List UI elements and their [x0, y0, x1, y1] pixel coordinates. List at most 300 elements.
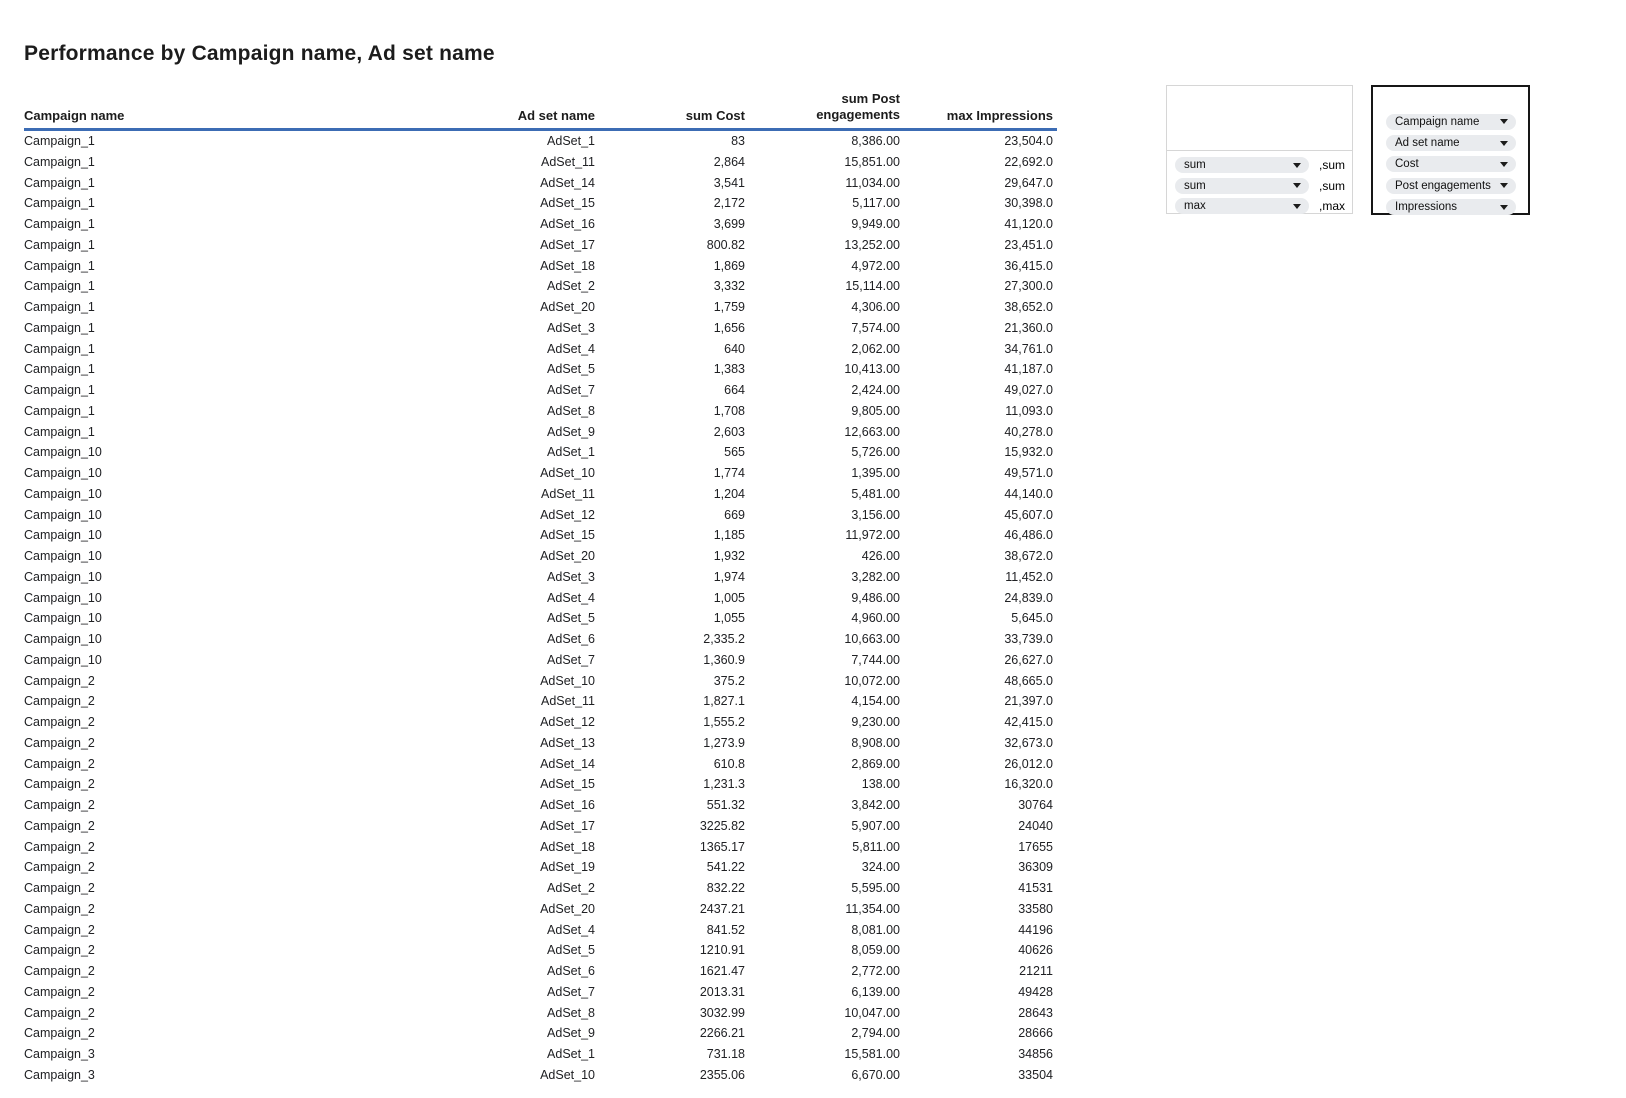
- cell-campaign-name: Campaign_1: [24, 424, 95, 439]
- cell-sum-post-engagements: 4,960.00: [851, 611, 900, 626]
- cell-sum-cost: 1,932: [713, 549, 745, 563]
- aggregation-suffix-post-engagements: ,sum: [1319, 178, 1346, 193]
- aggregation-dropdown-post-engagements-value: sum: [1184, 179, 1206, 192]
- cell-sum-cost: 3225.82: [699, 818, 745, 833]
- cell-campaign-name: Campaign_10: [24, 632, 102, 646]
- cell-sum-cost: 2,335.2: [703, 632, 745, 646]
- cell-campaign-name: Campaign_10: [24, 528, 102, 543]
- cell-campaign-name: Campaign_10: [24, 569, 102, 584]
- cell-sum-post-engagements: 15,851.00: [844, 154, 900, 169]
- cell-ad-set-name: AdSet_16: [540, 798, 595, 812]
- cell-max-impressions: 28643: [1018, 1005, 1053, 1020]
- cell-campaign-name: Campaign_2: [24, 735, 95, 750]
- cell-campaign-name: Campaign_2: [24, 860, 95, 875]
- cell-max-impressions: 34856: [1018, 1047, 1053, 1061]
- cell-sum-cost: 841.52: [706, 922, 745, 937]
- chevron-down-icon: [1293, 204, 1301, 209]
- cell-ad-set-name: AdSet_15: [540, 777, 595, 792]
- cell-sum-post-engagements: 426.00: [861, 549, 900, 563]
- cell-sum-cost: 2,864: [713, 154, 745, 169]
- chevron-down-icon: [1500, 162, 1508, 167]
- cell-ad-set-name: AdSet_9: [547, 1026, 595, 1041]
- column-header-sum-cost[interactable]: sum Cost: [595, 80, 745, 130]
- field-dropdown-impressions[interactable]: [1386, 199, 1516, 215]
- cell-sum-post-engagements: 10,413.00: [844, 362, 900, 377]
- cell-ad-set-name: AdSet_8: [547, 1005, 595, 1020]
- cell-sum-post-engagements: 11,354.00: [845, 901, 900, 916]
- cell-sum-post-engagements: 10,663.00: [844, 632, 900, 646]
- cell-sum-cost: 1,005: [713, 590, 745, 605]
- cell-sum-post-engagements: 8,081.00: [851, 922, 900, 937]
- cell-campaign-name: Campaign_10: [24, 549, 102, 563]
- aggregation-row: [1175, 176, 1352, 197]
- cell-campaign-name: Campaign_1: [24, 403, 95, 418]
- cell-sum-post-engagements: 8,059.00: [851, 943, 900, 958]
- cell-sum-post-engagements: 2,424.00: [851, 383, 900, 397]
- field-row: [1386, 175, 1516, 196]
- cell-sum-post-engagements: 5,481.00: [851, 486, 900, 501]
- cell-ad-set-name: AdSet_6: [547, 632, 595, 646]
- cell-ad-set-name: AdSet_11: [541, 694, 595, 709]
- table-row: [24, 588, 1057, 609]
- cell-max-impressions: 38,652.0: [1004, 300, 1053, 314]
- cell-sum-post-engagements: 4,972.00: [851, 258, 900, 273]
- cell-max-impressions: 16,320.0: [1004, 777, 1053, 792]
- cell-sum-post-engagements: 1,395.00: [851, 466, 900, 480]
- cell-sum-post-engagements: 8,386.00: [851, 134, 900, 148]
- aggregation-suffix-impressions: ,max: [1319, 199, 1346, 214]
- table-row: [24, 1023, 1057, 1044]
- cell-sum-cost: 2,603: [713, 424, 745, 439]
- cell-sum-cost: 565: [724, 445, 745, 460]
- cell-campaign-name: Campaign_2: [24, 818, 95, 833]
- cell-sum-cost: 3,699: [713, 217, 745, 231]
- cell-ad-set-name: AdSet_14: [540, 756, 595, 771]
- table-row: [24, 795, 1057, 816]
- cell-max-impressions: 24,839.0: [1004, 590, 1053, 605]
- cell-max-impressions: 15,932.0: [1004, 445, 1053, 460]
- cell-campaign-name: Campaign_10: [24, 486, 102, 501]
- cell-max-impressions: 44196: [1018, 922, 1053, 937]
- table-row: [24, 546, 1057, 567]
- cell-max-impressions: 23,451.0: [1004, 237, 1053, 252]
- cell-max-impressions: 21,360.0: [1004, 320, 1053, 335]
- cell-campaign-name: Campaign_3: [24, 1067, 95, 1082]
- cell-ad-set-name: AdSet_10: [540, 1067, 595, 1082]
- table-row: [24, 816, 1057, 837]
- cell-sum-post-engagements: 9,805.00: [851, 403, 900, 418]
- cell-max-impressions: 33,739.0: [1004, 632, 1053, 646]
- cell-max-impressions: 41531: [1018, 881, 1053, 895]
- table-row: [24, 318, 1057, 339]
- cell-sum-cost: 1,869: [713, 258, 745, 273]
- cell-campaign-name: Campaign_2: [24, 964, 95, 978]
- cell-sum-cost: 1,383: [713, 362, 745, 377]
- cell-ad-set-name: AdSet_10: [540, 673, 595, 688]
- table-row: [24, 567, 1057, 588]
- cell-ad-set-name: AdSet_5: [547, 943, 595, 958]
- column-header-max-impressions[interactable]: max Impressions: [900, 80, 1057, 130]
- cell-ad-set-name: AdSet_1: [547, 1047, 595, 1061]
- cell-ad-set-name: AdSet_2: [547, 881, 595, 895]
- chevron-down-icon: [1500, 141, 1508, 146]
- cell-sum-cost: 1621.47: [699, 964, 745, 978]
- cell-sum-cost: 640: [724, 341, 745, 356]
- cell-max-impressions: 5,645.0: [1011, 611, 1053, 626]
- cell-campaign-name: Campaign_1: [24, 320, 95, 335]
- cell-sum-cost: 731.18: [706, 1047, 745, 1061]
- aggregation-panel-empty-area: [1167, 86, 1352, 151]
- cell-ad-set-name: AdSet_12: [540, 715, 595, 729]
- cell-max-impressions: 48,665.0: [1004, 673, 1053, 688]
- table-row: [24, 712, 1057, 733]
- table-row: [24, 193, 1057, 214]
- cell-campaign-name: Campaign_2: [24, 694, 95, 709]
- table-row: [24, 691, 1057, 712]
- chevron-down-icon: [1500, 183, 1508, 188]
- field-dropdown-campaign-name[interactable]: [1386, 114, 1516, 130]
- cell-max-impressions: 21211: [1019, 964, 1053, 978]
- cell-ad-set-name: AdSet_3: [547, 320, 595, 335]
- cell-sum-cost: 1,185: [713, 528, 745, 543]
- cell-sum-post-engagements: 10,047.00: [844, 1005, 900, 1020]
- cell-ad-set-name: AdSet_5: [547, 611, 595, 626]
- cell-ad-set-name: AdSet_1: [547, 445, 595, 460]
- cell-ad-set-name: AdSet_7: [547, 652, 595, 667]
- cell-ad-set-name: AdSet_11: [541, 486, 595, 501]
- cell-campaign-name: Campaign_2: [24, 777, 95, 792]
- cell-sum-post-engagements: 3,156.00: [851, 507, 900, 522]
- table-row: [24, 235, 1057, 256]
- table-row: [24, 214, 1057, 235]
- table-row: [24, 359, 1057, 380]
- aggregation-dropdown-impressions-value: max: [1184, 200, 1206, 213]
- cell-max-impressions: 11,093.0: [1005, 403, 1053, 418]
- cell-campaign-name: Campaign_2: [24, 839, 95, 854]
- aggregation-row: [1175, 155, 1352, 176]
- cell-sum-post-engagements: 3,282.00: [851, 569, 900, 584]
- performance-table: [24, 80, 1057, 1086]
- cell-max-impressions: 42,415.0: [1004, 715, 1053, 729]
- cell-sum-cost: 1,360.9: [703, 652, 745, 667]
- column-header-sum-post-engagements-label: sum Post engagements: [816, 90, 900, 122]
- field-row: [1386, 154, 1516, 175]
- field-dropdown-campaign-name-value: Campaign name: [1395, 115, 1480, 128]
- aggregation-dropdown-cost-value: sum: [1184, 159, 1206, 172]
- cell-sum-cost: 1365.17: [699, 839, 745, 854]
- table-row: [24, 899, 1057, 920]
- aggregation-dropdown-post-engagements[interactable]: [1175, 178, 1309, 194]
- cell-max-impressions: 24040: [1018, 818, 1053, 833]
- cell-max-impressions: 40,278.0: [1004, 424, 1053, 439]
- cell-ad-set-name: AdSet_20: [540, 300, 595, 314]
- table-row: [24, 1003, 1057, 1024]
- cell-campaign-name: Campaign_2: [24, 756, 95, 771]
- cell-ad-set-name: AdSet_19: [540, 860, 595, 875]
- cell-sum-post-engagements: 4,154.00: [851, 694, 900, 709]
- cell-campaign-name: Campaign_2: [24, 1005, 95, 1020]
- cell-max-impressions: 26,012.0: [1004, 756, 1053, 771]
- table-row: [24, 650, 1057, 671]
- cell-campaign-name: Campaign_10: [24, 466, 102, 480]
- cell-sum-post-engagements: 7,744.00: [851, 652, 900, 667]
- table-row: [24, 525, 1057, 546]
- table-row: [24, 130, 1057, 152]
- cell-max-impressions: 41,120.0: [1004, 217, 1053, 231]
- table-row: [24, 940, 1057, 961]
- cell-max-impressions: 32,673.0: [1004, 735, 1053, 750]
- cell-campaign-name: Campaign_10: [24, 611, 102, 626]
- cell-sum-post-engagements: 15,581.00: [844, 1047, 900, 1061]
- cell-sum-post-engagements: 6,139.00: [851, 984, 900, 999]
- cell-sum-post-engagements: 8,908.00: [851, 735, 900, 750]
- cell-ad-set-name: AdSet_3: [547, 569, 595, 584]
- cell-sum-post-engagements: 13,252.00: [844, 237, 900, 252]
- cell-ad-set-name: AdSet_6: [547, 964, 595, 978]
- cell-sum-post-engagements: 2,869.00: [851, 756, 900, 771]
- table-row: [24, 173, 1057, 194]
- cell-sum-post-engagements: 10,072.00: [844, 673, 900, 688]
- cell-sum-post-engagements: 15,114.00: [845, 279, 900, 294]
- cell-ad-set-name: AdSet_18: [540, 258, 595, 273]
- cell-sum-cost: 1,204: [713, 486, 745, 501]
- cell-sum-post-engagements: 9,486.00: [851, 590, 900, 605]
- aggregation-panel: [1166, 85, 1353, 214]
- cell-sum-cost: 551.32: [706, 798, 745, 812]
- cell-ad-set-name: AdSet_1: [547, 134, 595, 148]
- cell-max-impressions: 30,398.0: [1004, 196, 1053, 211]
- table-header-row: [24, 80, 1057, 130]
- cell-sum-post-engagements: 11,972.00: [845, 528, 900, 543]
- cell-campaign-name: Campaign_1: [24, 237, 95, 252]
- cell-sum-post-engagements: 138.00: [861, 777, 900, 792]
- aggregation-dropdown-impressions[interactable]: [1175, 198, 1309, 214]
- table-row: [24, 857, 1057, 878]
- cell-sum-cost: 3,332: [713, 279, 745, 294]
- chevron-down-icon: [1293, 183, 1301, 188]
- table-row: [24, 774, 1057, 795]
- cell-campaign-name: Campaign_10: [24, 445, 102, 460]
- field-dropdown-ad-set-name[interactable]: [1386, 135, 1516, 151]
- cell-campaign-name: Campaign_3: [24, 1047, 95, 1061]
- cell-campaign-name: Campaign_10: [24, 507, 102, 522]
- cell-sum-cost: 1,759: [713, 300, 745, 314]
- cell-sum-post-engagements: 9,949.00: [851, 217, 900, 231]
- cell-campaign-name: Campaign_1: [24, 341, 95, 356]
- cell-max-impressions: 49,571.0: [1004, 466, 1053, 480]
- cell-max-impressions: 45,607.0: [1004, 507, 1053, 522]
- cell-ad-set-name: AdSet_4: [547, 590, 595, 605]
- cell-max-impressions: 34,761.0: [1004, 341, 1053, 356]
- cell-max-impressions: 29,647.0: [1004, 175, 1053, 190]
- cell-max-impressions: 36,415.0: [1004, 258, 1053, 273]
- cell-sum-cost: 1,827.1: [703, 694, 745, 709]
- cell-campaign-name: Campaign_10: [24, 652, 102, 667]
- page-title: Performance by Campaign name, Ad set name: [24, 42, 495, 65]
- cell-sum-cost: 2437.21: [699, 901, 745, 916]
- cell-sum-post-engagements: 4,306.00: [851, 300, 900, 314]
- cell-max-impressions: 33580: [1018, 901, 1053, 916]
- cell-ad-set-name: AdSet_11: [541, 154, 595, 169]
- cell-ad-set-name: AdSet_16: [540, 217, 595, 231]
- cell-sum-post-engagements: 5,726.00: [851, 445, 900, 460]
- cell-sum-cost: 664: [724, 383, 745, 397]
- table-row: [24, 671, 1057, 692]
- cell-ad-set-name: AdSet_13: [540, 735, 595, 750]
- cell-ad-set-name: AdSet_10: [540, 466, 595, 480]
- cell-sum-post-engagements: 5,811.00: [852, 839, 900, 854]
- column-header-ad-set-name[interactable]: Ad set name: [354, 80, 595, 130]
- table-row: [24, 256, 1057, 277]
- chevron-down-icon: [1293, 163, 1301, 168]
- cell-max-impressions: 40626: [1018, 943, 1053, 958]
- field-row: [1386, 111, 1516, 132]
- cell-sum-cost: 1,555.2: [703, 715, 745, 729]
- performance-table-container: [24, 80, 1057, 1086]
- cell-sum-post-engagements: 2,794.00: [851, 1026, 900, 1041]
- cell-ad-set-name: AdSet_17: [540, 818, 595, 833]
- cell-campaign-name: Campaign_2: [24, 943, 95, 958]
- cell-sum-post-engagements: 324.00: [861, 860, 900, 875]
- aggregation-rows: [1167, 151, 1352, 217]
- cell-max-impressions: 41,187.0: [1004, 362, 1053, 377]
- cell-sum-cost: 83: [731, 134, 745, 148]
- field-dropdown-impressions-value: Impressions: [1395, 201, 1457, 214]
- field-dropdown-post-engagements-value: Post engagements: [1395, 179, 1491, 192]
- cell-sum-post-engagements: 2,772.00: [851, 964, 900, 978]
- cell-sum-cost: 375.2: [713, 673, 745, 688]
- table-row: [24, 1044, 1057, 1065]
- cell-sum-cost: 1,656: [713, 320, 745, 335]
- cell-campaign-name: Campaign_2: [24, 673, 95, 688]
- field-row: [1386, 132, 1516, 153]
- cell-sum-post-engagements: 7,574.00: [851, 320, 900, 335]
- cell-max-impressions: 44,140.0: [1004, 486, 1053, 501]
- cell-max-impressions: 23,504.0: [1004, 134, 1053, 148]
- field-dropdown-cost[interactable]: [1386, 156, 1516, 172]
- cell-ad-set-name: AdSet_12: [540, 507, 595, 522]
- cell-sum-post-engagements: 11,034.00: [845, 175, 900, 190]
- field-list-panel: [1371, 85, 1530, 215]
- cell-campaign-name: Campaign_1: [24, 300, 95, 314]
- cell-sum-cost: 1,708: [713, 403, 745, 418]
- table-row: [24, 380, 1057, 401]
- cell-ad-set-name: AdSet_20: [540, 549, 595, 563]
- cell-campaign-name: Campaign_2: [24, 984, 95, 999]
- cell-max-impressions: 26,627.0: [1004, 652, 1053, 667]
- field-dropdown-cost-value: Cost: [1395, 158, 1419, 171]
- cell-sum-post-engagements: 9,230.00: [851, 715, 900, 729]
- cell-campaign-name: Campaign_1: [24, 279, 95, 294]
- cell-sum-cost: 832.22: [706, 881, 745, 895]
- cell-max-impressions: 17655: [1018, 839, 1053, 854]
- cell-sum-post-engagements: 12,663.00: [844, 424, 900, 439]
- cell-max-impressions: 30764: [1018, 798, 1053, 812]
- cell-ad-set-name: AdSet_2: [547, 279, 595, 294]
- cell-campaign-name: Campaign_1: [24, 175, 95, 190]
- table-row: [24, 920, 1057, 941]
- cell-sum-cost: 1,273.9: [703, 735, 745, 750]
- field-dropdown-post-engagements[interactable]: [1386, 178, 1516, 194]
- table-row: [24, 608, 1057, 629]
- cell-max-impressions: 22,692.0: [1004, 154, 1053, 169]
- table-row: [24, 297, 1057, 318]
- cell-ad-set-name: AdSet_9: [547, 424, 595, 439]
- cell-sum-cost: 1,774: [713, 466, 745, 480]
- table-row: [24, 837, 1057, 858]
- field-dropdown-ad-set-name-value: Ad set name: [1395, 137, 1460, 150]
- column-header-sum-post-engagements[interactable]: [745, 80, 900, 130]
- cell-max-impressions: 36309: [1018, 860, 1053, 875]
- cell-sum-post-engagements: 5,117.00: [852, 196, 900, 211]
- cell-campaign-name: Campaign_1: [24, 154, 95, 169]
- cell-campaign-name: Campaign_2: [24, 881, 95, 895]
- table-row: [24, 422, 1057, 443]
- aggregation-suffix-cost: ,sum: [1319, 158, 1346, 173]
- table-row: [24, 878, 1057, 899]
- cell-sum-cost: 1,231.3: [703, 777, 745, 792]
- cell-sum-cost: 3032.99: [699, 1005, 745, 1020]
- cell-ad-set-name: AdSet_5: [547, 362, 595, 377]
- cell-campaign-name: Campaign_1: [24, 383, 95, 397]
- cell-ad-set-name: AdSet_20: [540, 901, 595, 916]
- cell-max-impressions: 49,027.0: [1004, 383, 1053, 397]
- cell-sum-cost: 3,541: [713, 175, 745, 190]
- cell-sum-cost: 1,974: [713, 569, 745, 584]
- cell-sum-post-engagements: 2,062.00: [851, 341, 900, 356]
- aggregation-row: [1175, 196, 1352, 217]
- cell-ad-set-name: AdSet_4: [547, 341, 595, 356]
- table-row: [24, 463, 1057, 484]
- cell-max-impressions: 21,397.0: [1004, 694, 1053, 709]
- table-row: [24, 754, 1057, 775]
- cell-max-impressions: 49428: [1018, 984, 1053, 999]
- cell-sum-cost: 2355.06: [699, 1067, 745, 1082]
- cell-ad-set-name: AdSet_18: [540, 839, 595, 854]
- cell-campaign-name: Campaign_2: [24, 901, 95, 916]
- table-row: [24, 629, 1057, 650]
- cell-max-impressions: 46,486.0: [1004, 528, 1053, 543]
- cell-sum-cost: 1210.91: [699, 943, 745, 958]
- cell-ad-set-name: AdSet_8: [547, 403, 595, 418]
- chevron-down-icon: [1500, 119, 1508, 124]
- table-row: [24, 505, 1057, 526]
- cell-campaign-name: Campaign_2: [24, 1026, 95, 1041]
- cell-sum-cost: 541.22: [706, 860, 745, 875]
- table-row: [24, 961, 1057, 982]
- table-row: [24, 339, 1057, 360]
- table-row: [24, 152, 1057, 173]
- cell-ad-set-name: AdSet_15: [540, 528, 595, 543]
- cell-max-impressions: 33504: [1018, 1067, 1053, 1082]
- table-row: [24, 401, 1057, 422]
- cell-campaign-name: Campaign_2: [24, 922, 95, 937]
- cell-sum-post-engagements: 6,670.00: [851, 1067, 900, 1082]
- performance-table-body: [24, 130, 1057, 1086]
- aggregation-dropdown-cost[interactable]: [1175, 157, 1309, 173]
- column-header-campaign-name[interactable]: Campaign name: [24, 80, 354, 130]
- cell-max-impressions: 38,672.0: [1004, 549, 1053, 563]
- cell-sum-cost: 2013.31: [699, 984, 745, 999]
- cell-ad-set-name: AdSet_15: [540, 196, 595, 211]
- cell-max-impressions: 11,452.0: [1005, 569, 1053, 584]
- cell-sum-post-engagements: 3,842.00: [851, 798, 900, 812]
- cell-sum-cost: 2266.21: [699, 1026, 745, 1041]
- table-row: [24, 484, 1057, 505]
- cell-campaign-name: Campaign_2: [24, 798, 95, 812]
- table-header: [24, 80, 1057, 130]
- cell-sum-post-engagements: 5,907.00: [851, 818, 900, 833]
